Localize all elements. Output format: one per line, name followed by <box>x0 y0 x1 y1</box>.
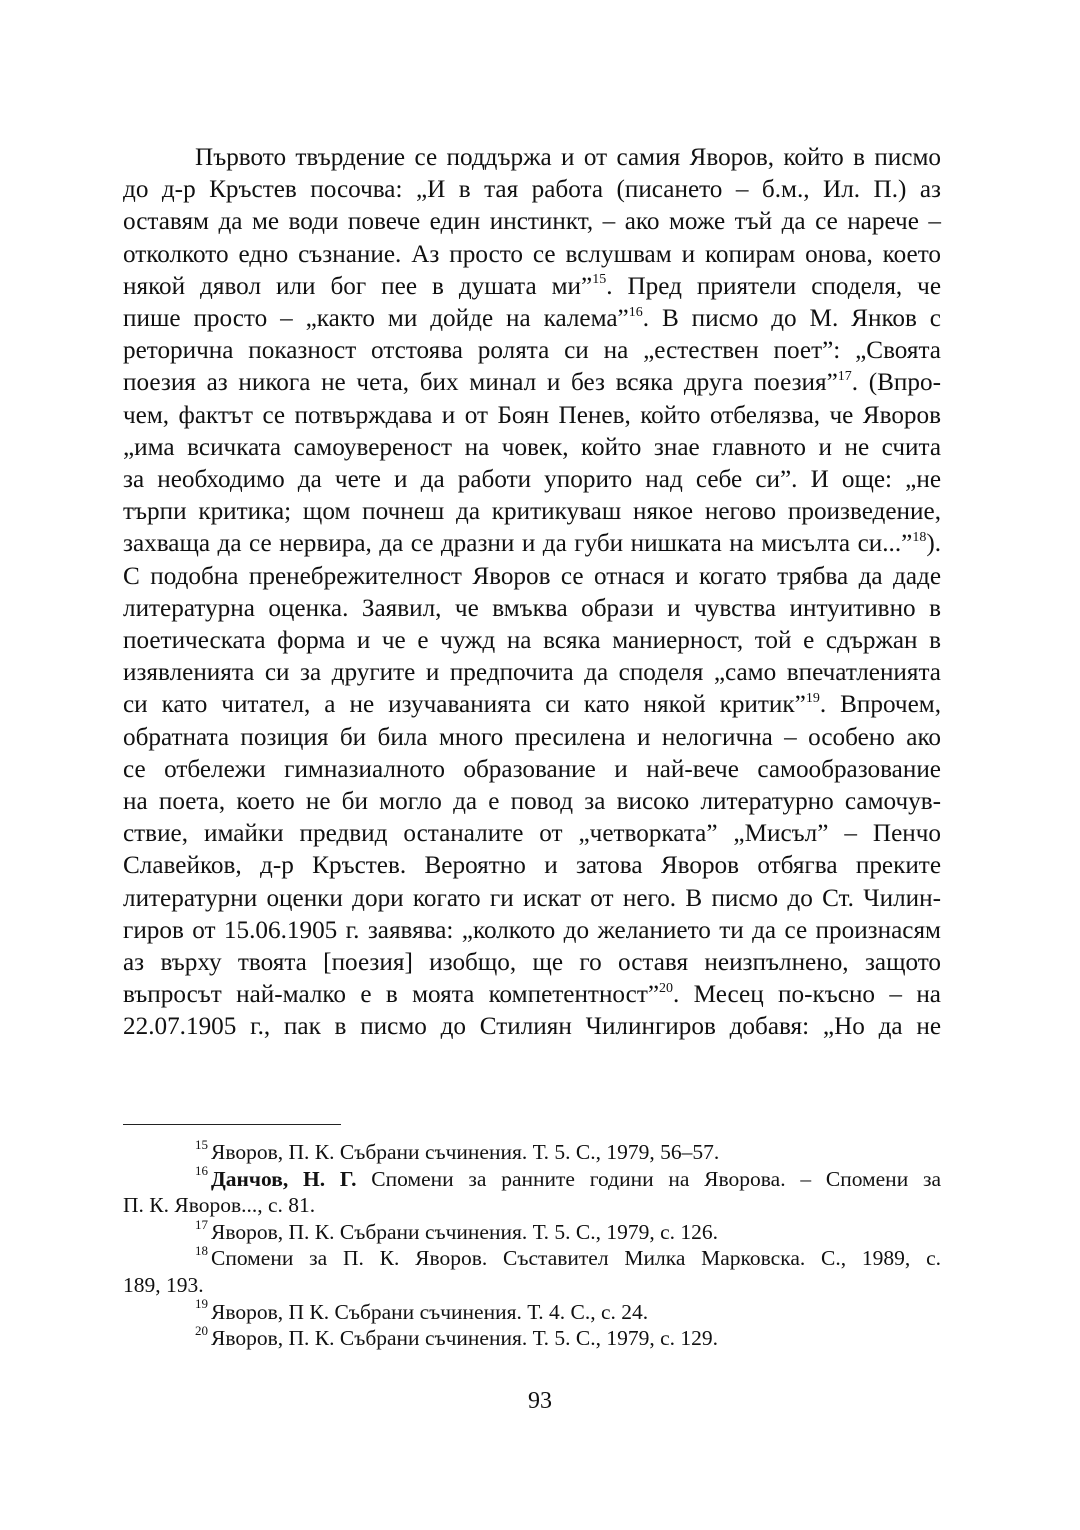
footnote-reference: 18 <box>912 530 927 546</box>
text-line: пише просто – „както ми дойде на калема”$^{16}$. В писмо до М. Янков с <box>123 304 941 333</box>
footnote-reference: 20 <box>659 980 674 996</box>
text-line: С подобна пренебрежителност Яворов се отнася и когато трябва да даде <box>123 562 941 590</box>
text-line: някой дявол или бог пее в душата ми”$^{15}$. Пред приятели споделя, че <box>123 272 942 300</box>
text-line: обратната позиция би била много пресилена и нелогична – особено ако <box>123 723 941 751</box>
text-line: Славейков, д-р Кръстев. Вероятно и затова Яворов отбягва преките <box>123 852 941 880</box>
text-line: аз върху твоята [поезия] изобщо, ще го оставя неизпълнено, защото <box>123 949 941 977</box>
footnote-18: $^{18}$ Спомени за П. К. Яворов. Съставител Милка Марковска. С., 1989, с. 189, 193. <box>123 1243 941 1297</box>
text-line: поетическата форма и че е чужд на всяка маниерност, той е сдържан в <box>123 627 941 655</box>
text-line: „има всичката самоувереност на човек, който знае главното и не счита <box>123 433 941 461</box>
text-line: захваща да се нервира, да се дразни и да губи нишката на мисълта си...”$^{18}$). <box>123 530 941 558</box>
text-line: оставям да ме води повече един инстинкт, – ако може тъй да се нарече – <box>123 208 941 236</box>
text-line: литературна оценка. Заявил, че вмъква образи и чувства интуитивно в <box>123 594 941 622</box>
footnote-reference: 19 <box>805 691 820 707</box>
footnote-16: $^{16}$ Данчов, Н. Г. Спомени за ранните години на Яворова. – Спомени за П. К. Яворов..., с. 81. <box>123 1163 941 1218</box>
footnotes <box>123 1136 941 1352</box>
footnote-20: $^{20}$ Яворов, П. К. Събрани съчинения. Т. 5. С., 1979, с. 129. <box>195 1323 718 1351</box>
footnote-15: $^{15}$ Яворов, П. К. Събрани съчинения. Т. 5. С., 1979, 56–57. <box>195 1136 720 1164</box>
text-line: гиров от 15.06.1905 г. заявява: „колкото до желанието ти да се произнасям <box>123 916 941 944</box>
text-line: отколкото едно съзнание. Аз просто се вслушвам и копирам онова, което <box>123 240 941 268</box>
text-line: литературни оценки дори когато ги искат от него. В писмо до Ст. Чилин- <box>123 884 941 912</box>
footnote-reference: 16 <box>628 304 643 320</box>
footnote-19: $^{19}$ Яворов, П К. Събрани съчинения. Т. 4. С., с. 24. <box>195 1296 649 1324</box>
text-line: поезия аз никога не чета, бих минал и без всяка друга поезия”$^{17}$. (Впро- <box>123 369 941 397</box>
text-line: ствие, имайки предвид останалите от „четворката” „Мисъл” – Пенчо <box>123 820 941 848</box>
text-line: Първото твърдение се поддържа и от самия Яворов, който в писмо <box>195 144 941 171</box>
footnote-reference: 15 <box>592 272 607 288</box>
text-line: на поета, което не би могло да е повод за високо литературно самочув- <box>123 788 941 816</box>
text-line: си като читател, а не изучаванията си като някой критик”$^{19}$. Впрочем, <box>123 691 941 719</box>
page-number: 93 <box>528 1388 552 1414</box>
text-line: изявленията си за другите и предпочита да споделя „само впечатленията <box>123 659 941 687</box>
text-line: реторична показност отстоява ролята си на „естествен поет”: „Своята <box>123 337 941 365</box>
text-line: въпросът най-малко е в моята компетентност”$^{20}$. Месец по-късно – на <box>123 980 941 1009</box>
text-line: 22.07.1905 г., пак в писмо до Стилиян Чилингиров добавя: „Но да не <box>123 1013 941 1041</box>
text-line: до д-р Кръстев посочва: „И в тая работа (писането – б.м., Ил. П.) аз <box>123 176 941 204</box>
text-line: търпи критика; щом почнеш да критикуваш някое негово произведение, <box>123 498 941 526</box>
text-line: се отбележи гимназиалното образование и най-вече самообразование <box>123 755 941 783</box>
text-line: чем, фактът се потвърждава и от Боян Пенев, който отбелязва, че Яворов <box>123 401 941 429</box>
footnote-17: $^{17}$ Яворов, П. К. Събрани съчинения. Т. 5. С., 1979, с. 126. <box>195 1216 718 1244</box>
footnote-reference: 17 <box>837 369 852 385</box>
footnote-separator <box>123 1124 341 1125</box>
text-line: за необходимо да чете и да работи упорито над себе си”. И още: „не <box>123 466 941 494</box>
body-text <box>123 142 941 1044</box>
